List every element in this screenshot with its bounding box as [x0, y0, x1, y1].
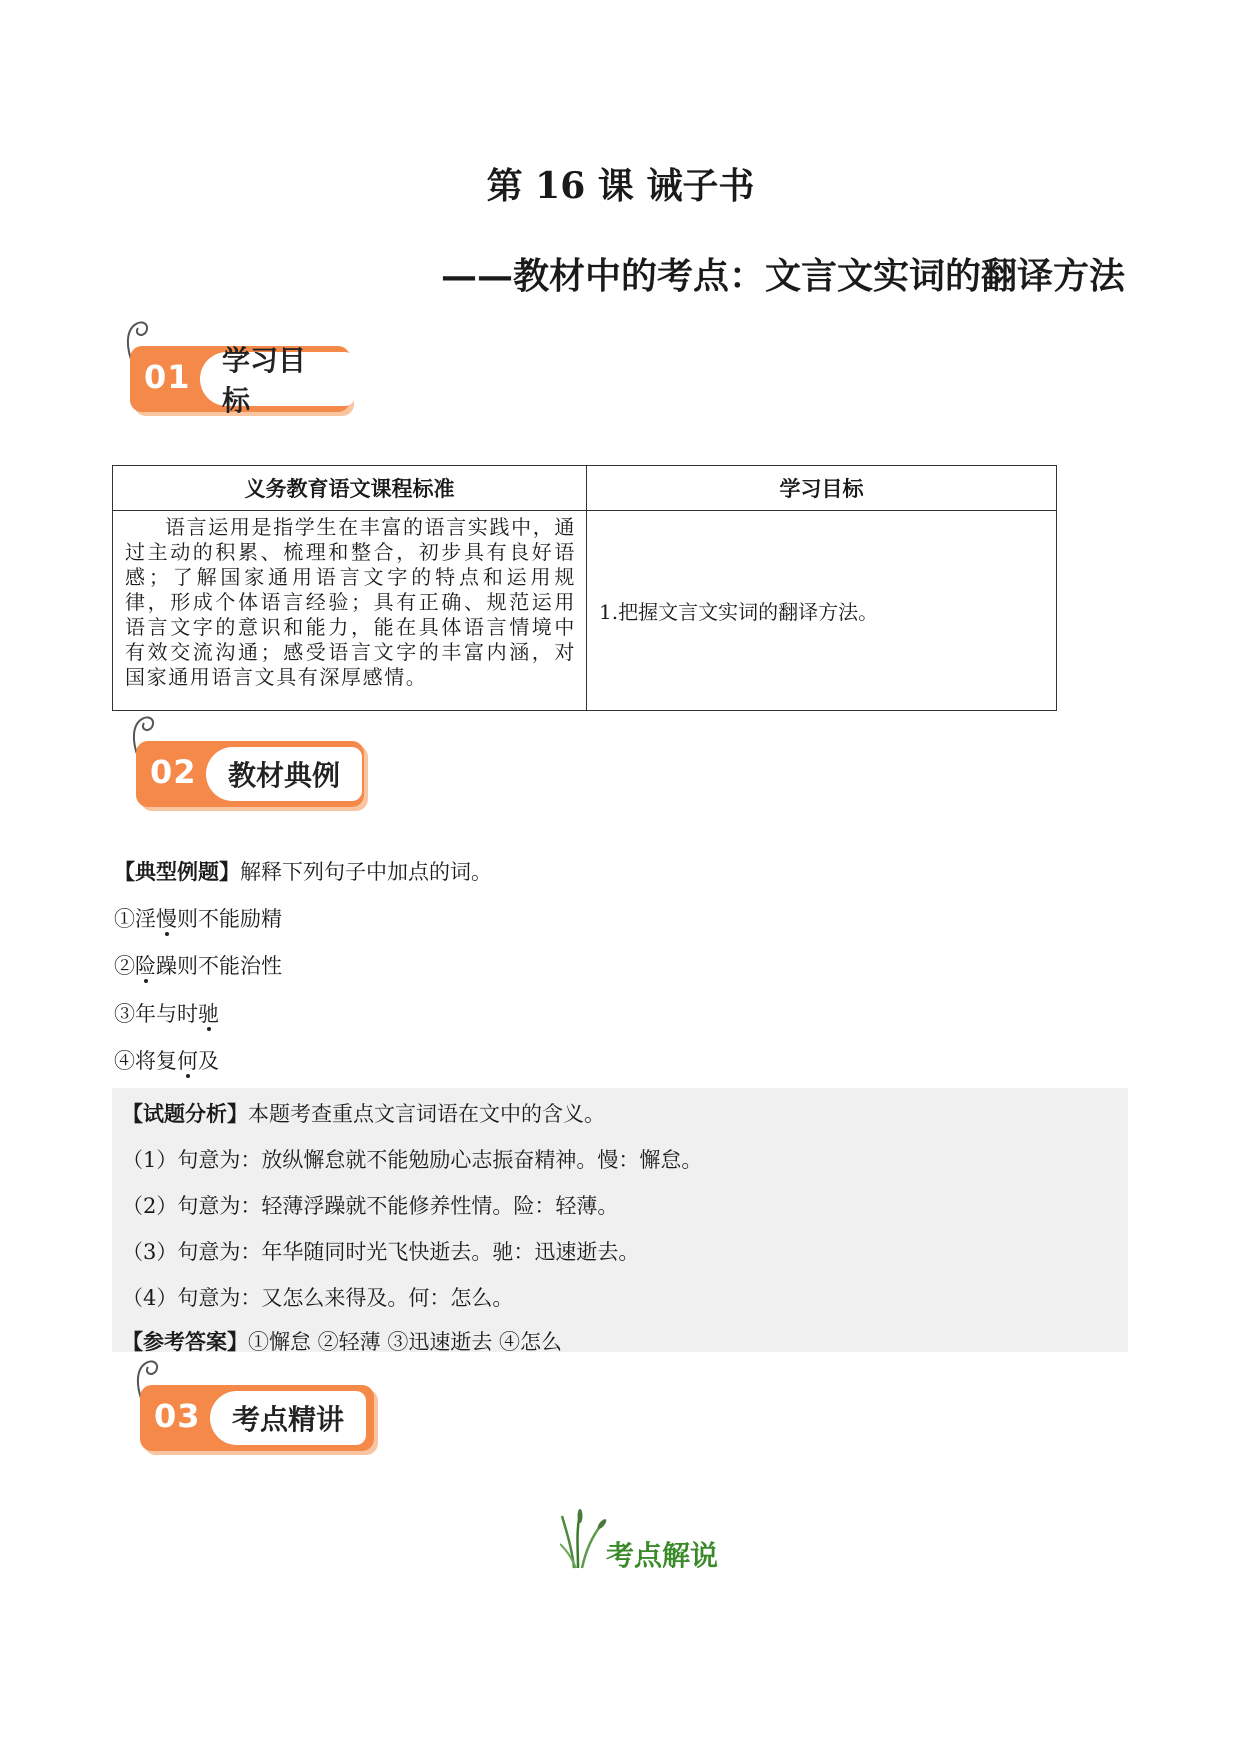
analysis-line: （1）句意为：放纵懈怠就不能勉励心志振奋精神。慢：懈怠。: [122, 1148, 703, 1172]
example-item: [114, 1045, 219, 1075]
analysis-line: （2）句意为：轻薄浮躁就不能修养性情。险：轻薄。: [122, 1194, 619, 1218]
section-number: 02: [150, 753, 197, 791]
emphasized-word: 险: [135, 954, 156, 978]
example-item: [114, 998, 219, 1028]
table-header: 学习目标: [587, 466, 1057, 511]
analysis-intro: [122, 1098, 605, 1128]
example-item: [114, 903, 282, 933]
learning-goal-text: 1.把握文言文实词的翻译方法。: [587, 511, 1057, 711]
analysis-box: [112, 1088, 1128, 1352]
analysis-intro-text: 本题考查重点文言词语在文中的含义。: [248, 1102, 605, 1126]
example-text: 及: [198, 1049, 219, 1073]
curriculum-standard-text: 语言运用是指学生在丰富的语言实践中，通过主动的积累、梳理和整合，初步具有良好语感；了解国家通用语言文字的特点和运用规律，形成个体语言经验；具有正确、规范运用语言文字的意识和能力，能在具体语言情境中有效交流沟通；感受语言文字的丰富内涵，对国家通用语言文具有深厚感情。: [113, 511, 587, 711]
answer-text: ①懈怠 ②轻薄 ③迅速逝去 ④怎么: [248, 1330, 563, 1354]
example-text: ④将复: [114, 1049, 177, 1073]
section-label: 教材典例: [206, 747, 362, 801]
analysis-label: 【试题分析】: [122, 1101, 248, 1126]
section-number: 01: [144, 358, 191, 396]
page-title: 第 16 课 诫子书: [486, 165, 755, 207]
section-number: 03: [154, 1397, 201, 1435]
table-header: 义务教育语文课程标准: [113, 466, 587, 511]
analysis-line: （4）句意为：又怎么来得及。何：怎么。: [122, 1286, 514, 1310]
example-text: 则不能励精: [177, 907, 282, 931]
example-text: ①淫: [114, 907, 156, 931]
grass-icon: [560, 1508, 610, 1570]
page-subtitle: ——教材中的考点：文言文实词的翻译方法: [440, 255, 1125, 297]
example-prompt: [114, 856, 492, 886]
section-badge-02: [136, 741, 368, 811]
curriculum-table: [112, 465, 1057, 711]
section-label: 学习目标: [200, 352, 355, 406]
example-item: [114, 950, 282, 980]
example-prompt-text: 解释下列句子中加点的词。: [240, 860, 492, 884]
section-badge-01: [130, 346, 355, 416]
example-text: ②: [114, 954, 135, 978]
example-label: 【典型例题】: [114, 859, 240, 884]
emphasized-word: 驰: [198, 1002, 219, 1026]
example-text: ③年与时: [114, 1002, 198, 1026]
reference-answer: [122, 1326, 562, 1356]
analysis-line: （3）句意为：年华随同时光飞快逝去。驰：迅速逝去。: [122, 1240, 640, 1264]
section-badge-03: [140, 1385, 378, 1455]
subheading-text: 考点解说: [606, 1539, 719, 1572]
answer-label: 【参考答案】: [122, 1329, 248, 1354]
emphasized-word: 何: [177, 1049, 198, 1073]
example-text: 躁则不能治性: [156, 954, 282, 978]
emphasized-word: 慢: [156, 907, 177, 931]
section-label: 考点精讲: [210, 1391, 366, 1445]
